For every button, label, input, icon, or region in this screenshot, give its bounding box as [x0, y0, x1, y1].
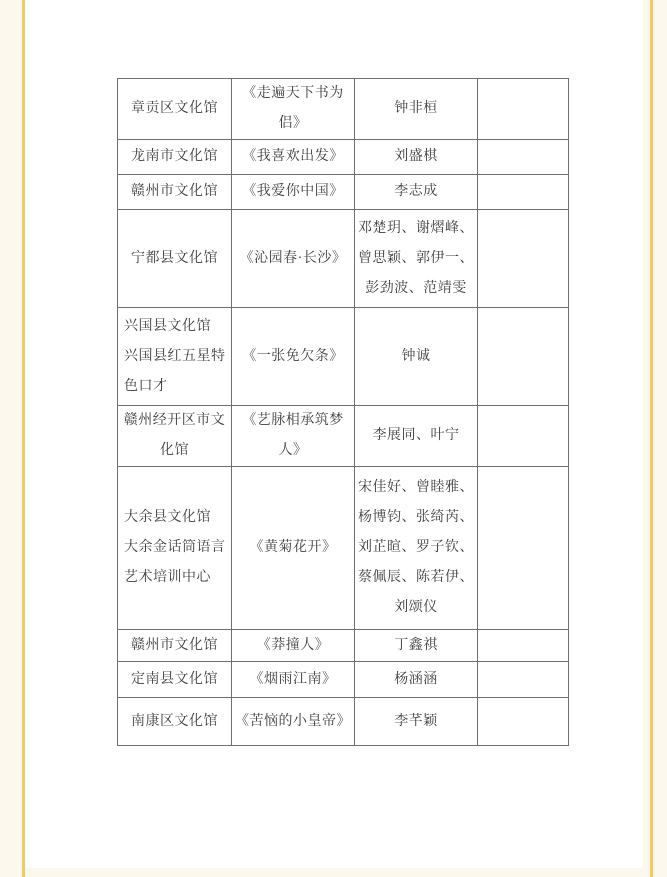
work-title-cell — [232, 406, 355, 467]
text-line: 邓楚玥、谢熠峰、 — [358, 220, 474, 236]
performers-cell — [355, 210, 478, 308]
organization-cell — [118, 406, 232, 467]
work-title-cell — [232, 210, 355, 308]
organization-cell — [118, 662, 232, 698]
text-line: 兴国县文化馆 — [124, 318, 211, 334]
text-line: 《莽撞人》 — [256, 637, 330, 653]
text-line: 《苦恼的小皇帝》 — [235, 713, 351, 729]
text-line: 宋佳好、曾睦雅、 — [358, 480, 474, 495]
document-page — [25, 0, 643, 868]
text-line: 钟非桓 — [394, 101, 438, 116]
work-title-cell — [232, 630, 355, 662]
text-line: 李芊颖 — [394, 713, 438, 729]
work-title-cell — [232, 308, 355, 406]
organization-cell — [118, 175, 232, 210]
work-title-cell — [232, 662, 355, 698]
note-cell — [478, 175, 569, 210]
organization-cell — [118, 210, 232, 308]
work-title-cell — [232, 140, 355, 175]
note-cell — [478, 140, 569, 175]
text-line: 章贡区文化馆 — [131, 101, 218, 116]
text-line: 曾思颖、郭伊一、 — [358, 250, 474, 266]
award-table — [117, 78, 569, 746]
table-row — [118, 406, 569, 467]
left-accent-line — [22, 0, 25, 877]
text-line: 人》 — [278, 443, 308, 458]
text-line: 赣州经开区市文 — [123, 413, 226, 428]
text-line: 杨涵涵 — [394, 671, 438, 687]
text-line: 兴国县红五星特 — [124, 348, 226, 364]
text-line: 《我喜欢出发》 — [242, 149, 344, 164]
organization-cell — [118, 308, 232, 406]
text-line: 龙南市文化馆 — [131, 149, 218, 164]
text-line: 大余金话筒语言 — [124, 540, 226, 555]
table-row — [118, 175, 569, 210]
work-title-cell — [232, 467, 355, 630]
table-row — [118, 662, 569, 698]
table-row — [118, 630, 569, 662]
note-cell — [478, 210, 569, 308]
text-line: 刘芷暄、罗子钦、 — [358, 540, 474, 555]
performers-cell — [355, 79, 478, 140]
text-line: 钟诚 — [401, 348, 431, 364]
text-line: 《烟雨江南》 — [249, 671, 337, 687]
work-title-cell — [232, 698, 355, 746]
right-accent-line — [650, 0, 653, 877]
text-line: 化馆 — [160, 443, 189, 458]
performers-cell — [355, 662, 478, 698]
text-line: 杨博钧、张绮芮、 — [358, 510, 474, 525]
note-cell — [478, 406, 569, 467]
performers-cell — [355, 630, 478, 662]
table-row — [118, 467, 569, 630]
table-row — [118, 210, 569, 308]
text-line: 刘颂仪 — [394, 600, 438, 615]
performers-cell — [355, 140, 478, 175]
text-line: 彭劲波、范靖雯 — [365, 280, 467, 296]
text-line: 李展同、叶宁 — [372, 428, 460, 443]
organization-cell — [118, 698, 232, 746]
text-line: 赣州市文化馆 — [131, 184, 218, 199]
table-row — [118, 79, 569, 140]
text-line: 《沁园春·长沙》 — [239, 250, 347, 266]
text-line: 大余县文化馆 — [124, 510, 211, 525]
text-line: 《黄菊花开》 — [249, 540, 337, 555]
text-line: 南康区文化馆 — [131, 713, 218, 729]
performers-cell — [355, 467, 478, 630]
text-line: 赣州市文化馆 — [131, 637, 218, 653]
work-title-cell — [232, 79, 355, 140]
text-line: 刘盛棋 — [394, 149, 438, 164]
text-line: 定南县文化馆 — [131, 671, 218, 687]
text-line: 李志成 — [394, 184, 438, 199]
note-cell — [478, 467, 569, 630]
text-line: 蔡佩辰、陈若伊、 — [358, 570, 474, 585]
table-row — [118, 140, 569, 175]
text-line: 《我爱你中国》 — [242, 184, 344, 199]
organization-cell — [118, 79, 232, 140]
performers-cell — [355, 698, 478, 746]
text-line: 《一张免欠条》 — [242, 348, 344, 364]
performers-cell — [355, 175, 478, 210]
text-line: 色口才 — [124, 378, 168, 394]
note-cell — [478, 662, 569, 698]
table-row — [118, 308, 569, 406]
organization-cell — [118, 140, 232, 175]
text-line: 宁都县文化馆 — [131, 250, 218, 266]
performers-cell — [355, 308, 478, 406]
text-line: 艺术培训中心 — [124, 570, 211, 585]
note-cell — [478, 630, 569, 662]
note-cell — [478, 698, 569, 746]
table-row — [118, 698, 569, 746]
organization-cell — [118, 467, 232, 630]
text-line: 侣》 — [278, 116, 308, 131]
text-line: 《走遍天下书为 — [242, 86, 344, 101]
note-cell — [478, 79, 569, 140]
work-title-cell — [232, 175, 355, 210]
note-cell — [478, 308, 569, 406]
performers-cell — [355, 406, 478, 467]
text-line: 丁鑫祺 — [394, 637, 438, 653]
text-line: 《艺脉相承筑梦 — [242, 413, 344, 428]
organization-cell — [118, 630, 232, 662]
